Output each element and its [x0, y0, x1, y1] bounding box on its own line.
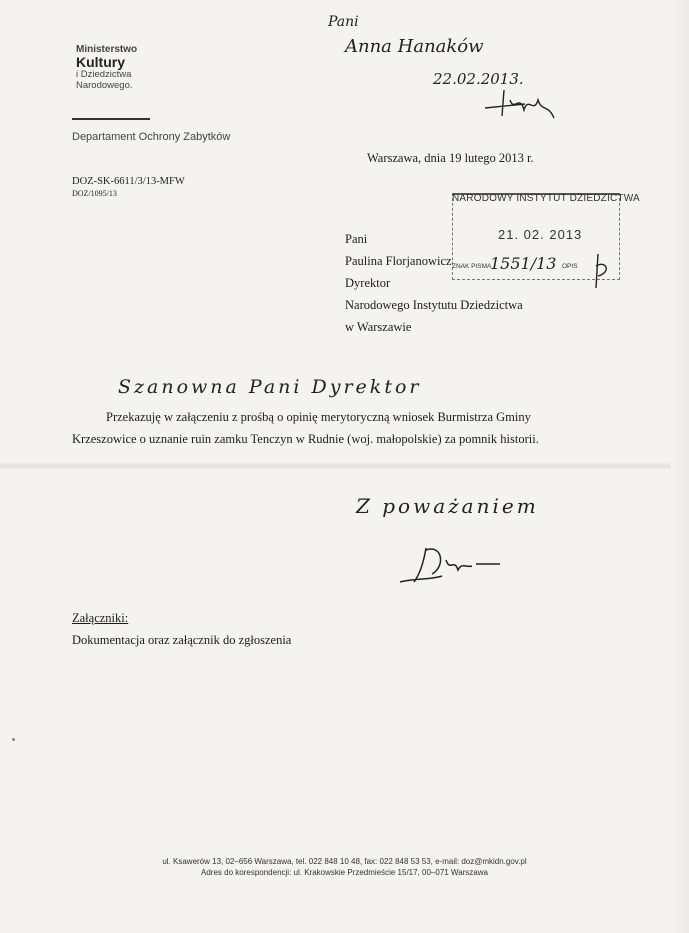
- attachments-text: Dokumentacja oraz załącznik do zgłoszenia: [72, 633, 292, 647]
- paper-edge: [671, 0, 689, 933]
- handwritten-initials-top: [480, 86, 560, 126]
- body-line-2: Krzeszowice o uznanie ruin zamku Tenczyn w Rudnie (woj. małopolskie) za pomnik historii.: [72, 432, 539, 446]
- signature: [396, 540, 506, 590]
- handwritten-closing: Z poważaniem: [356, 494, 539, 518]
- stamp-date: 21. 02. 2013: [498, 227, 583, 242]
- stamp-handwritten-number: 1551/13: [490, 254, 557, 273]
- logo-divider: [72, 118, 150, 120]
- recipient-line-3: Dyrektor: [345, 276, 391, 290]
- recipient-line-4: Narodowego Instytutu Dziedzictwa: [345, 298, 523, 312]
- recipient-line-5: w Warszawie: [345, 320, 412, 334]
- recipient-line-1: Pani: [345, 232, 368, 246]
- logo-line-3: i Dziedzictwa: [76, 69, 132, 80]
- reference-number: DOZ-SK-6611/3/13-MFW: [72, 176, 185, 187]
- place-and-date: Warszawa, dnia 19 lutego 2013 r.: [367, 151, 534, 165]
- footer-correspondence: Adres do korespondencji: ul. Krakowskie Przedmieście 15/17, 00–071 Warszawa: [201, 868, 488, 877]
- body-line-1: Przekazuję w załączeniu z prośbą o opinię merytoryczną wniosek Burmistrza Gminy: [106, 410, 531, 424]
- logo-line-4: Narodowego.: [76, 80, 133, 91]
- footer-address: ul. Ksawerów 13, 02–656 Warszawa, tel. 022 848 10 48, fax: 022 848 53 53, e-mail: doz@mkidn.gov.pl: [162, 857, 527, 866]
- stamp-handwritten-mark: [590, 252, 620, 292]
- recipient-line-2: Paulina Florjanowicz: [345, 254, 452, 268]
- reference-number-small: DOZ/1095/13: [72, 189, 117, 198]
- handwritten-note-date: 22.02.2013.: [433, 70, 524, 88]
- attachments-label: Załączniki:: [72, 611, 129, 625]
- stamp-znak-label: ZNAK PISMA: [452, 263, 492, 270]
- paper-speck: [12, 738, 15, 741]
- logo-line-1: Ministerstwo: [76, 44, 138, 55]
- department-name: Departament Ochrony Zabytków: [72, 131, 231, 143]
- handwritten-note-name: Anna Hanaków: [345, 36, 484, 57]
- handwritten-note-pani: Pani: [328, 14, 359, 30]
- stamp-suffix: OPIS: [562, 263, 578, 270]
- handwritten-salutation: Szanowna Pani Dyrektor: [118, 376, 422, 398]
- logo-line-2: Kultury: [76, 54, 125, 70]
- stamp-title: NARODOWY INSTYTUT DZIEDZICTWA: [452, 193, 640, 204]
- ministry-logo: [76, 44, 137, 91]
- paper-fold: [0, 462, 689, 470]
